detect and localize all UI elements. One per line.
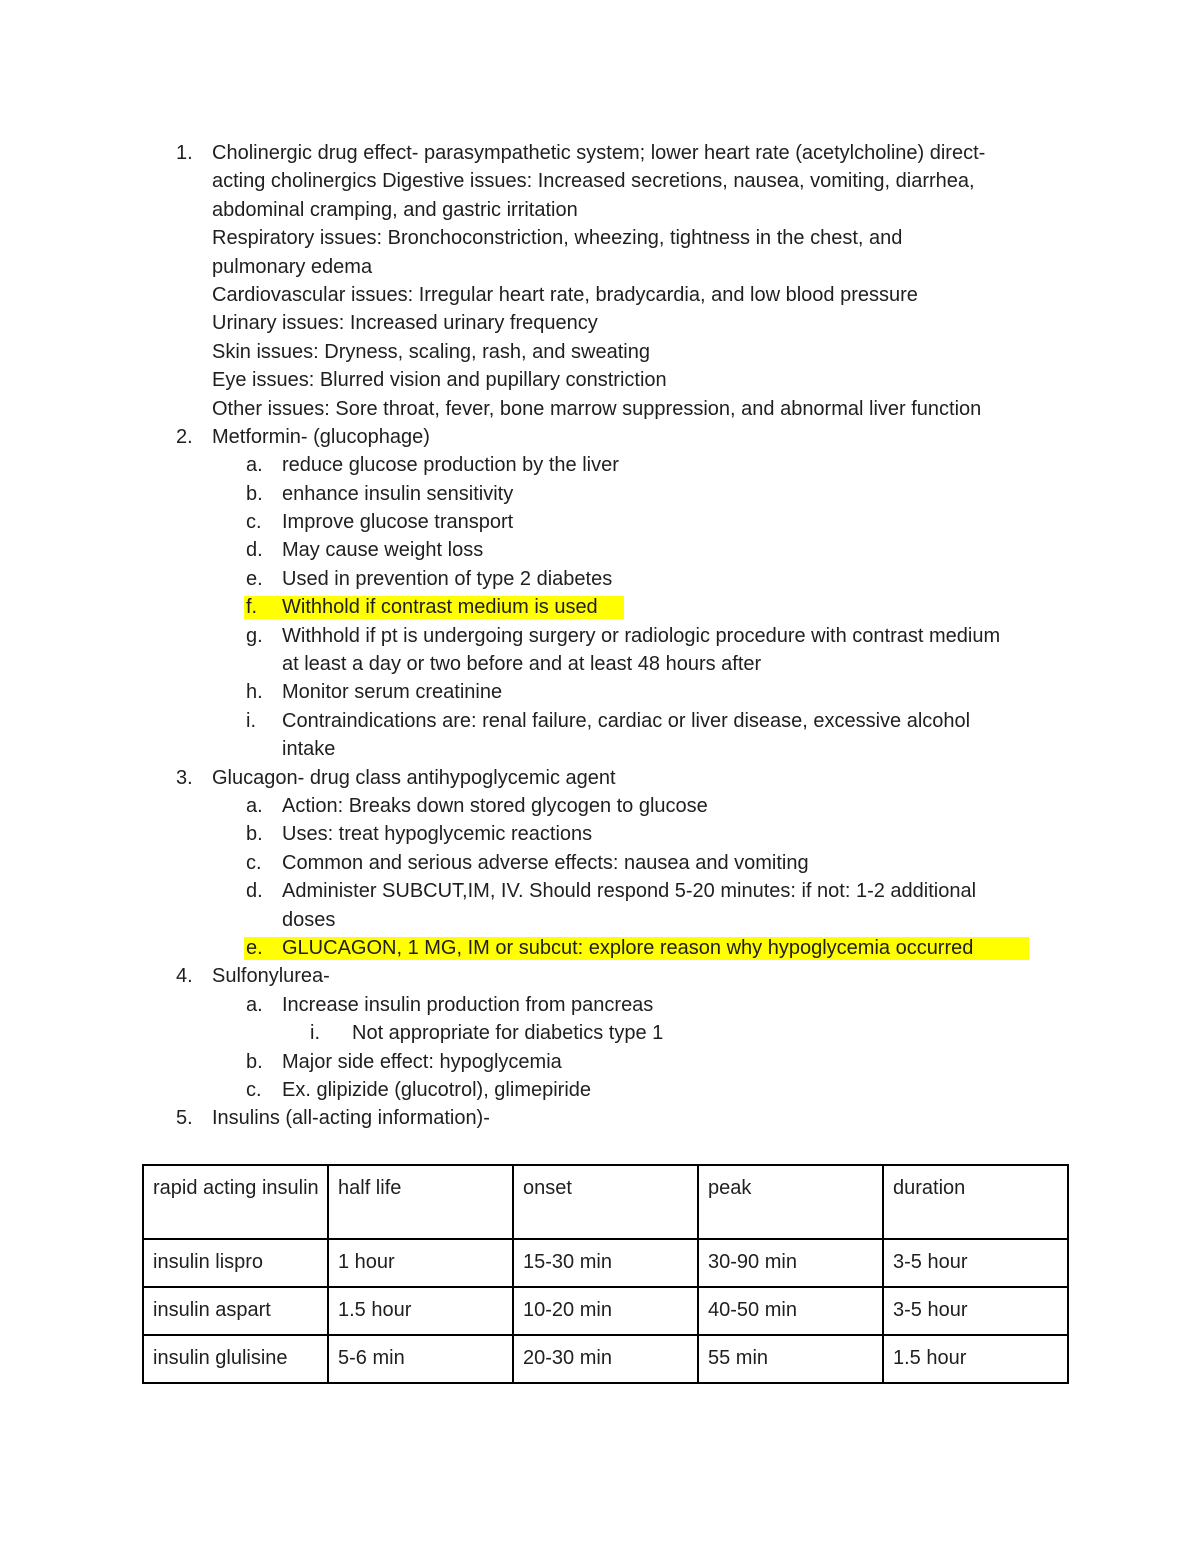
sub-sub-marker: i. [310, 1022, 320, 1045]
sub-marker: f. [246, 596, 258, 619]
item-text-line: acting cholinergics Digestive issues: Increased secretions, nausea, vomiting, diarrhea, [212, 170, 975, 193]
table-cell: 20-30 min [513, 1335, 698, 1383]
sub-item [0, 622, 1200, 650]
item-text-line: Urinary issues: Increased urinary frequency [212, 312, 598, 335]
table-cell: insulin aspart [143, 1287, 328, 1335]
sub-text: Major side effect: hypoglycemia [282, 1050, 562, 1073]
list-number: 3. [176, 766, 193, 789]
list-item [0, 1104, 1200, 1132]
sub-text: at least a day or two before and at least 48 hours after [282, 653, 762, 676]
item-text-line: Respiratory issues: Bronchoconstriction, wheezing, tightness in the chest, and [212, 227, 903, 250]
item-text-line: abdominal cramping, and gastric irritation [212, 198, 578, 221]
list-item-continuation [0, 253, 1200, 281]
sub-item [0, 849, 1200, 877]
sub-text: enhance insulin sensitivity [282, 482, 514, 505]
sub-item [0, 565, 1200, 593]
sub-marker: c. [246, 511, 262, 534]
sub-text: Used in prevention of type 2 diabetes [282, 567, 613, 590]
table-cell: insulin glulisine [143, 1335, 328, 1383]
sub-marker: a. [246, 794, 263, 817]
sub-marker: d. [246, 880, 263, 903]
list-item-continuation [0, 366, 1200, 394]
item-text-line: pulmonary edema [212, 255, 373, 278]
sub-marker: e. [246, 567, 263, 590]
sub-text: Contraindications are: renal failure, cardiac or liver disease, excessive alcohol [282, 709, 971, 732]
sub-marker: a. [246, 454, 263, 477]
insulin-table-container [142, 1164, 1069, 1384]
insulin-table [142, 1164, 1069, 1384]
table-header-cell: onset [513, 1165, 698, 1239]
sub-sub-item [0, 1019, 1200, 1047]
table-row [143, 1287, 1068, 1335]
sub-item [0, 536, 1200, 564]
sub-marker: b. [246, 1050, 263, 1073]
sub-text: intake [282, 738, 336, 761]
table-cell: 30-90 min [698, 1239, 883, 1287]
sub-text: doses [282, 908, 336, 931]
sub-item-continuation [0, 906, 1200, 934]
sub-item [0, 451, 1200, 479]
table-cell: 1.5 hour [883, 1335, 1068, 1383]
sub-text: Uses: treat hypoglycemic reactions [282, 823, 593, 846]
table-cell: 15-30 min [513, 1239, 698, 1287]
sub-marker: d. [246, 539, 263, 562]
sub-item [0, 1076, 1200, 1104]
table-cell: 10-20 min [513, 1287, 698, 1335]
item-title: Insulins (all-acting information)- [212, 1107, 490, 1130]
sub-text: Improve glucose transport [282, 511, 514, 534]
sub-item-highlighted [0, 593, 1200, 621]
sub-item [0, 678, 1200, 706]
numbered-list [0, 139, 1200, 1133]
list-number: 2. [176, 425, 193, 448]
item-text-line: Other issues: Sore throat, fever, bone marrow suppression, and abnormal liver function [212, 397, 982, 420]
item-text-line: Cholinergic drug effect- parasympathetic system; lower heart rate (acetylcholine) direct- [212, 142, 986, 164]
table-cell: 1.5 hour [328, 1287, 513, 1335]
list-item [0, 962, 1200, 990]
sub-text: Withhold if contrast medium is used [282, 596, 598, 619]
table-cell: 55 min [698, 1335, 883, 1383]
sub-item [0, 792, 1200, 820]
sub-text: Action: Breaks down stored glycogen to glucose [282, 794, 708, 817]
sub-text: GLUCAGON, 1 MG, IM or subcut: explore reason why hypoglycemia occurred [282, 936, 974, 959]
sub-item-highlighted [0, 934, 1200, 962]
table-row [143, 1239, 1068, 1287]
sub-item [0, 991, 1200, 1019]
list-number: 4. [176, 965, 193, 988]
sub-marker: c. [246, 851, 262, 874]
table-header-cell: half life [328, 1165, 513, 1239]
table-header-cell: peak [698, 1165, 883, 1239]
item-title: Metformin- (glucophage) [212, 425, 430, 448]
list-number: 1. [176, 142, 193, 164]
list-item-continuation [0, 309, 1200, 337]
sub-item [0, 707, 1200, 735]
sub-item [0, 877, 1200, 905]
sub-marker: b. [246, 823, 263, 846]
table-row [143, 1335, 1068, 1383]
sub-item [0, 480, 1200, 508]
list-item-continuation [0, 338, 1200, 366]
sub-text: Monitor serum creatinine [282, 681, 503, 704]
list-number: 5. [176, 1107, 193, 1130]
list-item [0, 423, 1200, 451]
sub-text: May cause weight loss [282, 539, 484, 562]
sub-text: Increase insulin production from pancreas [282, 993, 654, 1016]
item-title: Sulfonylurea- [212, 965, 330, 988]
sub-sub-text: Not appropriate for diabetics type 1 [352, 1022, 664, 1045]
sub-marker: a. [246, 993, 263, 1016]
sub-item-continuation [0, 650, 1200, 678]
sub-text: reduce glucose production by the liver [282, 454, 619, 477]
list-item-continuation [0, 281, 1200, 309]
list-item [0, 764, 1200, 792]
sub-marker: h. [246, 681, 263, 704]
table-header-cell: duration [883, 1165, 1068, 1239]
sub-item [0, 508, 1200, 536]
list-item-continuation [0, 395, 1200, 423]
sub-item [0, 820, 1200, 848]
sub-marker: b. [246, 482, 263, 505]
table-header-row [143, 1165, 1068, 1239]
item-title: Glucagon- drug class antihypoglycemic agent [212, 766, 616, 789]
sub-text: Administer SUBCUT,IM, IV. Should respond 5-20 minutes: if not: 1-2 additional [282, 880, 977, 903]
item-text-line: Cardiovascular issues: Irregular heart rate, bradycardia, and low blood pressure [212, 283, 918, 306]
sub-item [0, 1048, 1200, 1076]
table-cell: 3-5 hour [883, 1239, 1068, 1287]
table-cell: 3-5 hour [883, 1287, 1068, 1335]
sub-marker: c. [246, 1078, 262, 1101]
sub-text: Withhold if pt is undergoing surgery or radiologic procedure with contrast medium [282, 624, 1001, 647]
list-item-continuation [0, 196, 1200, 224]
item-text-line: Skin issues: Dryness, scaling, rash, and sweating [212, 340, 650, 363]
table-cell: 40-50 min [698, 1287, 883, 1335]
list-item-continuation [0, 224, 1200, 252]
table-cell: 1 hour [328, 1239, 513, 1287]
sub-text: Ex. glipizide (glucotrol), glimepiride [282, 1078, 592, 1101]
sub-marker: i. [246, 709, 256, 732]
sub-marker: g. [246, 624, 263, 647]
list-item [0, 139, 1200, 167]
item-text-line: Eye issues: Blurred vision and pupillary constriction [212, 369, 667, 392]
list-item-continuation [0, 167, 1200, 195]
sub-marker: e. [246, 936, 263, 959]
sub-text: Common and serious adverse effects: nausea and vomiting [282, 851, 809, 874]
sub-item-continuation [0, 735, 1200, 763]
table-header-cell: rapid acting insulin [143, 1165, 328, 1239]
table-cell: insulin lispro [143, 1239, 328, 1287]
table-cell: 5-6 min [328, 1335, 513, 1383]
